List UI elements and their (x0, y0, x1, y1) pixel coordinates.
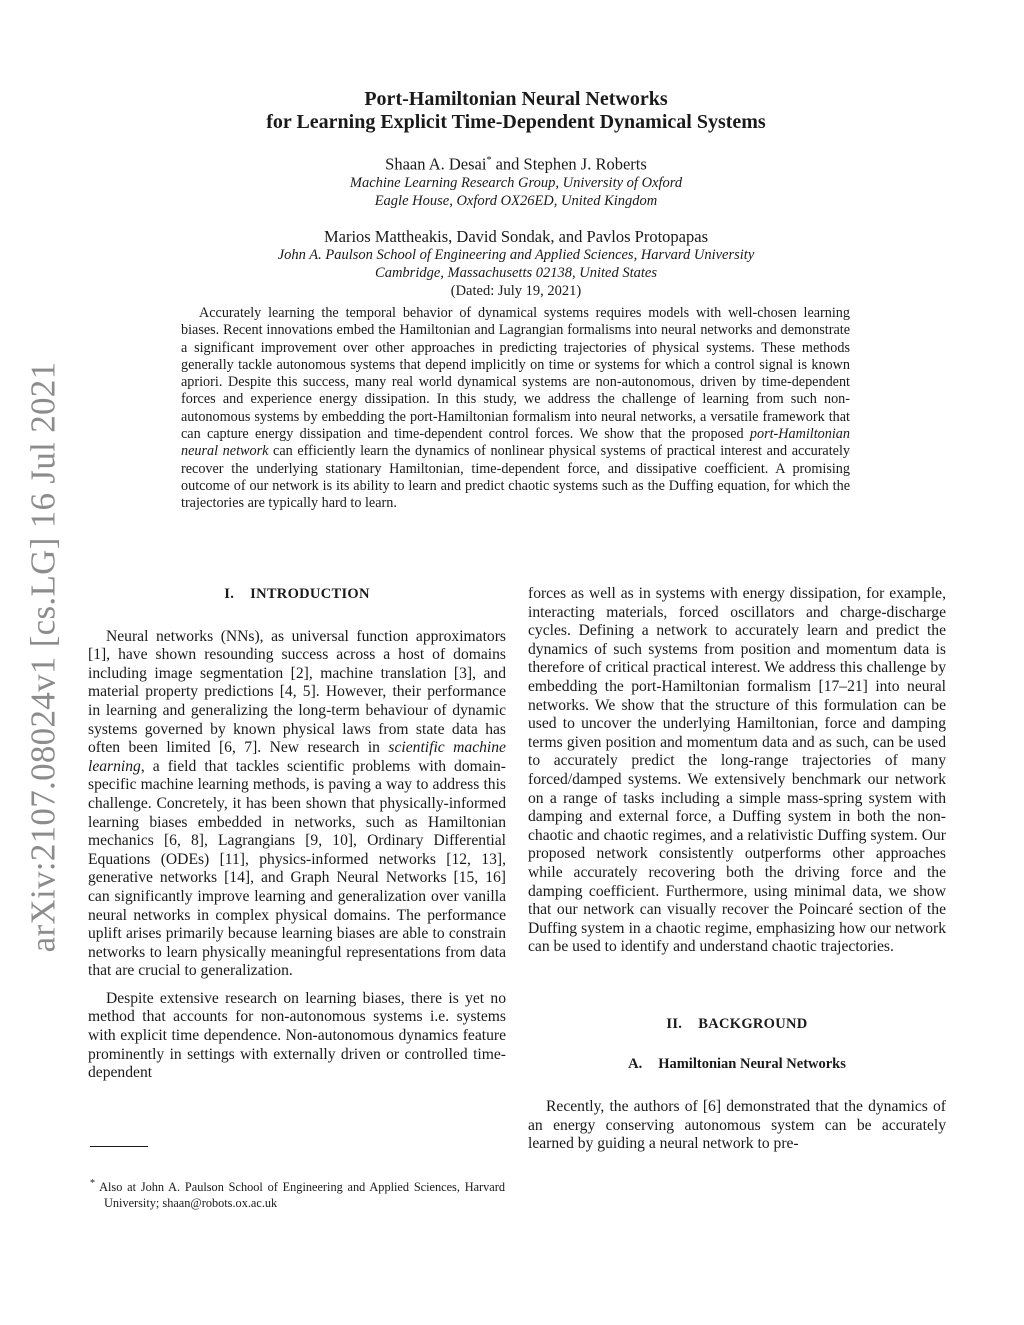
left-column (88, 585, 506, 1083)
arxiv-identifier-text: arXiv:2107.08024v1 [cs.LG] 16 Jul 2021 (23, 361, 62, 953)
author-names-oxford: Shaan A. Desai* and Stephen J. Roberts (385, 154, 647, 174)
author-block-harvard (180, 228, 852, 300)
section-heading-introduction: I. INTRODUCTION (224, 586, 370, 602)
affiliation-harvard-line-1: John A. Paulson School of Engineering and Applied Sciences, Harvard University (277, 247, 755, 263)
affiliation-oxford-line-1: Machine Learning Research Group, University of Oxford (349, 174, 683, 191)
intro-emphasis: scientific machine learning (88, 739, 506, 775)
title-line-1: Port-Hamiltonian Neural Networks (364, 88, 668, 110)
section-heading-background: II. BACKGROUND (666, 1015, 808, 1032)
abstract-paragraph: Accurately learning the temporal behavior of dynamical systems requires models with well-chosen learning biases. Recent innovations embed the Hamiltonian and Lagrangian formalisms into neural networks and demonstrate a significant improvement over other approaches in predicting trajectories of physical systems. These methods generally tackle autonomous systems that depend implicitly on time or systems for which a control signal is known apriori. Despite this success, many real world dynamical systems are non-autonomous, driven by time-dependent forces and experience energy dissipation. In this study, we address the challenge of learning from such non-autonomous systems by embedding the port-Hamiltonian formalism into neural networks, a versatile framework that can capture energy dissipation and time-dependent control forces. We show that the proposed port-Hamiltonian neural network can efficiently learn the dynamics of nonlinear physical systems of practical interest and accurately recover the underlying stationary Hamiltonian, time-dependent force, and dissipative coefficient. A promising outcome of our network is its ability to learn and predict chaotic systems such as the Duffing equation, for which the trajectories are typically hard to learn. (181, 305, 851, 512)
intro-paragraph-2: Despite extensive research on learning biases, there is yet no method that accounts for non-autonomous systems i.e. systems with explicit time dependence. Non-autonomous dynamics feature prominently in settings with externally driven or controlled time-dependent (88, 989, 506, 1082)
footnote-text: Also at John A. Paulson School of Engineering and Applied Sciences, Harvard University; shaan@robots.ox.ac.uk (95, 1180, 505, 1210)
background-paragraph-1: Recently, the authors of [6] demonstrated that the dynamics of an energy conserving autonomous system can be accurately learned by guiding a neural network to pre- (528, 1098, 946, 1153)
author-names-harvard: Marios Mattheakis, David Sondak, and Pavlos Protopapas (323, 227, 709, 246)
subsection-heading-hnn: A. Hamiltonian Neural Networks (628, 1056, 846, 1073)
abstract (181, 305, 850, 513)
affiliation-oxford-line-2: Eagle House, Oxford OX26ED, United Kingdom (374, 192, 658, 209)
intro-paragraph-1: Neural networks (NNs), as universal function approximators [1], have shown resounding success across a host of domains including image segmentation [2], machine translation [3], and material property predictions [4, 5]. However, their performance in learning and generalizing the long-term behaviour of dynamic systems governed by known physical laws from state data has often been limited [6, 7]. New research in scientific machine learning, a field that tackles scientific problems with domain-specific machine learning methods, is paving a way to address this challenge. Concretely, it has been shown that physically-informed learning biases embedded in networks, such as Hamiltonian mechanics [6, 8], Lagrangians [9, 10], Ordinary Differential Equations (ODEs) [11], physics-informed networks [12, 13], generative networks [14], and Graph Neural Networks [15, 16] can significantly improve learning and generalization over vanilla neural networks in complex physical domains. The performance uplift arises primarily because learning biases are able to constrain networks to learn physically meaningful representations from data that are crucial to generalization. (88, 627, 506, 980)
abstract-emphasis: port-Hamiltonian neural network (181, 426, 850, 460)
intro-paragraph-2-continued: forces as well as in systems with energy dissipation, for example, interacting materials, forced oscillators and charge-discharge cycles. Defining a network to accurately learn and predict the dynamics of such systems from position and momentum data is therefore of critical practical interest. We address this challenge by embedding the port-Hamiltonian formalism [17–21] into neural networks. We show that the structure of this formulation can be used to uncover the underlying Hamiltonian, force and damping terms given position and momentum data and as such, can be used to accurately predict the long-range trajectories of many forced/damped systems. We extensively benchmark our network on a range of tasks including a simple mass-spring system with damping and external force, a Duffing system in both the non-chaotic and chaotic regimes, and a relativistic Duffing system. Our proposed network consistently outperforms other approaches while accurately recovering both the driving force and the damping coefficient. Furthermore, using minimal data, we show that our network can visually recover the Poincaré section of the Duffing system in a chaotic regime, emphasizing how our network can be used to identify and understand chaotic trajectories. (528, 585, 946, 956)
footnote-mark: * (90, 1178, 95, 1189)
footnote-rule (90, 1146, 148, 1147)
dated-line: (Dated: July 19, 2021) (450, 283, 582, 299)
footnote (90, 1176, 505, 1211)
title-line-2: for Learning Explicit Time-Dependent Dynamical Systems (266, 111, 766, 133)
affiliation-harvard-line-2: Cambridge, Massachusetts 02138, United States (375, 265, 657, 281)
paper-title (180, 88, 852, 134)
right-column (528, 585, 946, 1154)
author-block-oxford (180, 152, 852, 210)
footnote-marker: * (486, 155, 492, 166)
arxiv-identifier-stamp (8, 362, 78, 952)
